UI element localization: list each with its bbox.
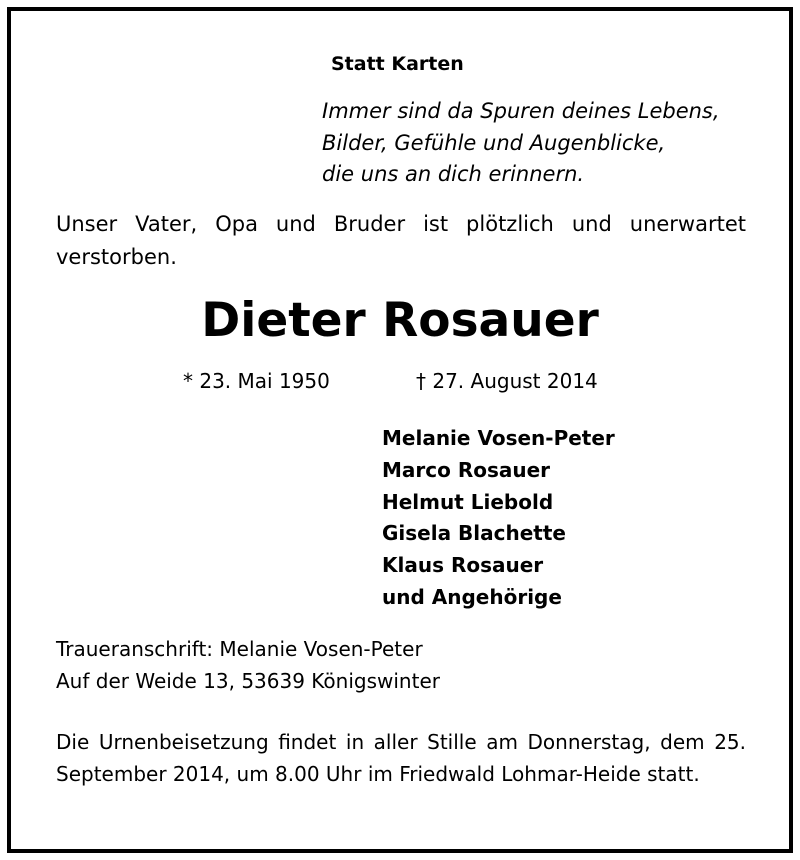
- intro-text: Unser Vater, Opa und Bruder ist plötzlich und unerwartet verstorben.: [56, 212, 746, 269]
- mourner-name: Helmut Liebold: [382, 489, 554, 514]
- address-line: Traueranschrift: Melanie Vosen-Peter: [56, 637, 423, 661]
- poem: [322, 96, 720, 191]
- death-date: † 27. August 2014: [416, 369, 598, 393]
- mourner-name: Melanie Vosen-Peter: [382, 426, 615, 450]
- mourning-address: [56, 634, 440, 697]
- mourner-name: und Angehörige: [382, 584, 562, 609]
- mourners-list: [382, 423, 615, 614]
- address-line: Auf der Weide 13, 53639 Königswinter: [56, 668, 440, 693]
- mourner-name: Marco Rosauer: [382, 457, 551, 482]
- birth-date: * 23. Mai 1950: [183, 369, 330, 393]
- poem-line: Immer sind da Spuren deines Lebens,: [322, 99, 720, 123]
- burial-notice: Die Urnenbeisetzung findet in aller Stille am Donnerstag, dem 25. September 2014, um 8.00 Uhr im Friedwald Lohmar-Heide statt.: [56, 730, 746, 786]
- poem-line: die uns an dich erinnern.: [322, 162, 585, 186]
- header-text: Statt Karten: [331, 53, 464, 75]
- deceased-name: Dieter Rosauer: [201, 293, 599, 348]
- poem-line: Bilder, Gefühle und Augenblicke,: [322, 130, 666, 155]
- mourner-name: Gisela Blachette: [382, 521, 566, 546]
- mourner-name: Klaus Rosauer: [382, 553, 544, 578]
